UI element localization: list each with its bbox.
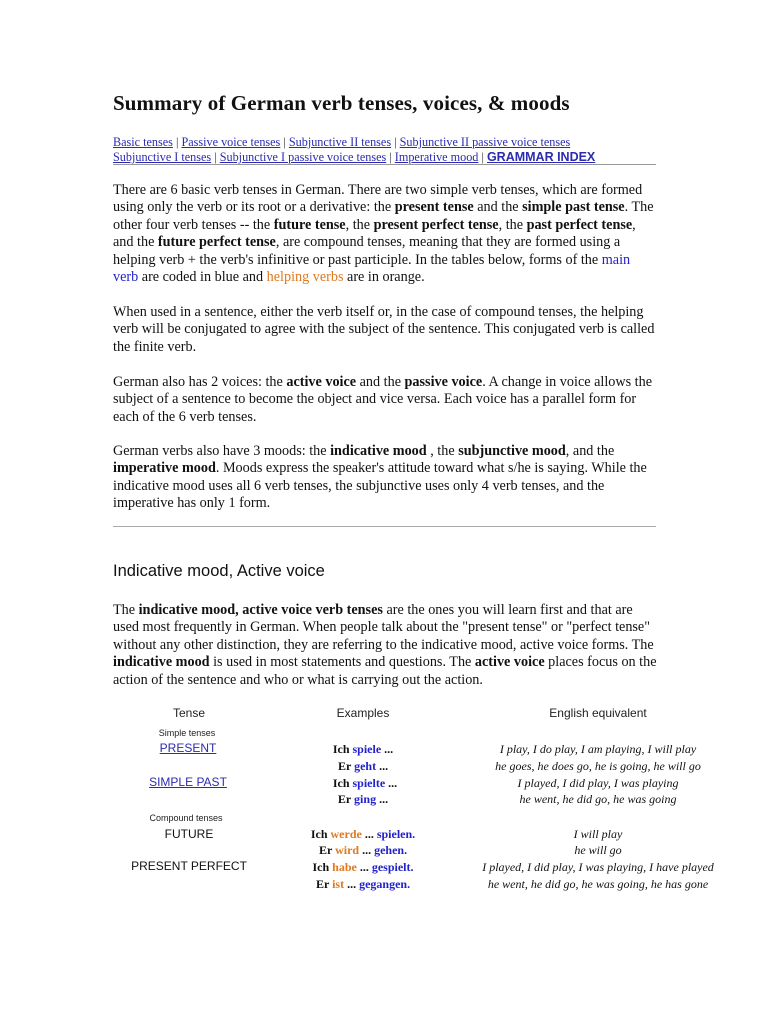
nav-separator: | <box>481 150 484 164</box>
intro-paragraph-moods <box>113 443 658 513</box>
pronoun: Er <box>337 759 355 773</box>
tense-future: FUTURE <box>164 827 214 841</box>
pronoun: Ich <box>332 776 353 790</box>
nav-link-subjunctive-ii-passive[interactable]: Subjunctive II passive voice tenses <box>399 135 571 149</box>
tense-link-simple-past[interactable]: SIMPLE PAST <box>149 775 227 789</box>
bold-term: indicative mood <box>330 443 427 459</box>
example-row <box>338 792 388 807</box>
text: are in orange. <box>343 269 425 286</box>
bold-term: present tense <box>394 199 474 216</box>
nav-separator: | <box>389 150 392 164</box>
intro-paragraph-voices <box>113 374 658 426</box>
example-row <box>319 843 407 858</box>
bold-term: present perfect tense <box>373 216 499 233</box>
helping-verb: wird <box>335 843 360 857</box>
text: German also has 2 voices: the <box>113 374 287 390</box>
ellipsis: ... <box>381 742 394 756</box>
pronoun: Ich <box>310 827 331 841</box>
nav-separator: | <box>175 135 179 149</box>
nav-link-basic-tenses[interactable]: Basic tenses <box>113 135 173 149</box>
text: . Moods express the speaker's attitude toward what s/he is saying. While the indicative mood uses all 6 verb tenses, the subjunctive uses only 4 verb tenses, and the imperative has only 1 form. <box>113 460 647 512</box>
intro-paragraph-finite-verb: When used in a sentence, either the verb itself or, in the case of compound tenses, the helping verb will be conjugated to agree with the subject of the sentence. This conjugated verb is called the finite verb. <box>113 304 655 355</box>
text: There are 6 basic verb tenses in German. There are two simple verb tenses, which are formed using only the verb or its root or a derivative: the <box>113 182 643 216</box>
english-equivalent: I play, I do play, I am playing, I will play <box>499 742 697 756</box>
page-title: Summary of German verb tenses, voices, & moods <box>113 91 570 115</box>
grammar-index-link[interactable]: GRAMMAR INDEX <box>486 150 596 164</box>
text: , the <box>498 216 527 233</box>
helping-verb-key: helping verbs <box>266 269 344 286</box>
text: . A change in voice allows the subject of a sentence to become the object and vice versa. Each voice has a parallel form for each of the 6 verb tenses. <box>113 374 652 425</box>
bold-term: imperative mood <box>113 460 216 477</box>
nav-link-passive-voice-tenses[interactable]: Passive voice tenses <box>181 135 281 149</box>
english-equivalent: he will go <box>574 843 622 857</box>
example-row <box>311 827 415 842</box>
ellipsis: ... <box>359 843 375 857</box>
ellipsis: ... <box>385 776 398 790</box>
main-verb: gehen. <box>374 843 408 857</box>
text: places focus on the action of the sentence and who or what is carrying out the action. <box>113 654 657 688</box>
bold-term: active voice <box>474 654 545 671</box>
pronoun: Er <box>337 792 355 806</box>
nav-separator: | <box>283 135 286 149</box>
bold-term: future tense <box>273 216 346 233</box>
ellipsis: ... <box>361 827 377 841</box>
pronoun: Er <box>318 843 336 857</box>
main-verb: spiele <box>352 742 382 756</box>
english-equivalent: I will play <box>573 827 623 841</box>
english-equivalent: he went, he did go, he was going, he has gone <box>487 877 709 891</box>
bold-term: past perfect tense <box>526 216 633 233</box>
intro-paragraph-tenses <box>113 182 658 286</box>
pronoun: Ich <box>312 860 333 874</box>
text: German verbs also have 3 moods: the <box>113 443 331 459</box>
text: . The other four verb tenses -- the <box>113 199 654 233</box>
bold-term: passive voice <box>404 374 483 390</box>
text: The <box>113 602 139 618</box>
nav-separator: | <box>394 135 397 149</box>
ellipsis: ... <box>356 860 372 874</box>
main-verb: gegangen. <box>359 877 411 891</box>
bold-term: simple past tense <box>522 199 625 216</box>
text: , the <box>426 443 459 459</box>
helping-verb: werde <box>330 827 362 841</box>
nav-link-imperative-mood[interactable]: Imperative mood <box>394 150 479 164</box>
bold-term: indicative mood <box>113 654 210 671</box>
example-row <box>333 742 393 757</box>
text: are coded in blue and <box>138 269 267 286</box>
text: and the <box>356 374 405 390</box>
main-verb-key: main verb <box>113 251 631 286</box>
tense-present-perfect: PRESENT PERFECT <box>131 859 247 873</box>
text: , and the <box>113 216 636 251</box>
main-verb: gespielt. <box>371 860 414 874</box>
main-verb: spielte <box>352 776 386 790</box>
divider <box>113 526 656 527</box>
english-equivalent: I played, I did play, I was playing <box>517 776 679 790</box>
bold-term: subjunctive mood <box>458 443 566 459</box>
main-verb: geht <box>354 759 377 773</box>
bold-term: indicative mood, active voice verb tenses <box>138 602 383 618</box>
nav-separator: | <box>214 150 217 164</box>
column-header-english: English equivalent <box>549 706 647 720</box>
main-verb: spielen. <box>376 827 416 841</box>
ellipsis: ... <box>344 877 360 891</box>
text: , are compound tenses, meaning that they are formed using a helping verb + the verb's infinitive or past participle. In the tables below, forms of the <box>113 234 621 268</box>
text: , and the <box>565 443 615 459</box>
pronoun: Er <box>315 877 333 891</box>
ellipsis: ... <box>376 792 389 806</box>
example-row <box>316 877 410 892</box>
helping-verb: habe <box>332 860 357 874</box>
example-row <box>338 759 388 774</box>
bold-term: future perfect tense <box>157 234 276 251</box>
text: , the <box>345 216 374 233</box>
text: and the <box>473 199 523 216</box>
section-paragraph <box>113 602 658 689</box>
section-heading: Indicative mood, Active voice <box>113 562 325 580</box>
text: are the ones you will learn first and that are used most frequently in German. When people talk about the "present tense" or "perfect tense" without any other distinction, they are referring to the indicative mood, active voice forms. The <box>113 602 654 653</box>
column-header-examples: Examples <box>336 706 390 720</box>
helping-verb: ist <box>332 877 345 891</box>
group-label-simple: Simple tenses <box>158 728 216 738</box>
english-equivalent: he goes, he does go, he is going, he will go <box>495 759 701 773</box>
tense-link-present[interactable]: PRESENT <box>159 741 217 755</box>
group-label-compound: Compound tenses <box>149 813 223 823</box>
text: is used in most statements and questions. The <box>209 654 475 671</box>
ellipsis: ... <box>376 759 389 773</box>
english-equivalent: I played, I did play, I was playing, I have played <box>482 860 714 874</box>
nav-link-subjunctive-ii-tenses[interactable]: Subjunctive II tenses <box>288 135 392 149</box>
example-row <box>312 860 413 875</box>
pronoun: Ich <box>332 742 353 756</box>
column-header-tense: Tense <box>172 706 206 720</box>
example-row <box>333 776 397 791</box>
english-equivalent: he went, he did go, he was going <box>519 792 677 806</box>
main-verb: ging <box>354 792 377 806</box>
bold-term: active voice <box>286 374 357 390</box>
divider <box>113 164 656 165</box>
nav-links <box>113 135 658 165</box>
nav-link-subjunctive-i-passive[interactable]: Subjunctive I passive voice tenses <box>219 150 387 164</box>
nav-link-subjunctive-i-tenses[interactable]: Subjunctive I tenses <box>113 150 212 164</box>
